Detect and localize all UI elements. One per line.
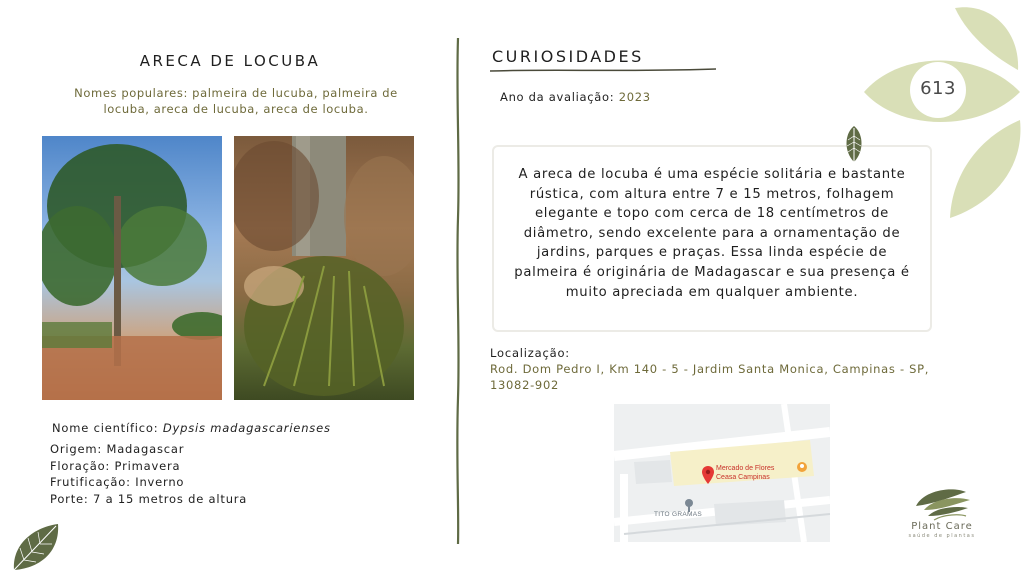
map-place-label[interactable]: [716, 465, 774, 482]
map-poi-label[interactable]: TITO GRAMAS: [654, 511, 702, 518]
scientific-name-line: [52, 421, 331, 435]
brand-name: Plant Care: [911, 521, 973, 532]
description-text: A areca de locuba é uma espécie solitária e bastante rústica, com altura entre 7 e 15 metros, folhagem elegante e topo com cerca de 18 centímetros de diâmetro, sendo excelente para a ornamentação de jardins, parques e praças. Essa linda espécie de palmeira é originária de Madagascar e sua presença é muito apreciada em qualquer ambiente.: [514, 167, 910, 300]
location-label: Localização:: [490, 346, 570, 360]
photo-palm-tree: [42, 136, 222, 400]
column-divider: [455, 38, 461, 544]
year-label: Ano da avaliação:: [500, 90, 619, 104]
year-value: 2023: [618, 90, 651, 104]
evaluation-year: [500, 90, 651, 104]
location-address: Rod. Dom Pedro I, Km 140 - 5 - Jardim Santa Monica, Campinas - SP, 13082-902: [490, 362, 930, 392]
photo-palm-trunk: [234, 136, 414, 400]
curiosities-title: CURIOSIDADES: [492, 47, 644, 66]
map-place-line1: Mercado de Flores: [716, 465, 775, 472]
scientific-name: Dypsis madagascarienses: [162, 421, 331, 435]
fact-size: Porte: 7 a 15 metros de altura: [50, 491, 248, 506]
fact-origin: Origem: Madagascar: [50, 442, 185, 456]
fact-flowering: Floração: Primavera: [50, 458, 181, 473]
map-pin-icon[interactable]: [702, 466, 714, 484]
leaf-icon: [842, 126, 866, 166]
plant-facts: [50, 441, 247, 507]
fact-fruiting: Frutificação: Inverno: [50, 475, 185, 489]
popular-names: Nomes populares: palmeira de lucuba, palmeira de locuba, areca de lucuba, areca de locuba.: [74, 86, 398, 116]
corner-leaf-icon: [10, 522, 62, 572]
title-underline: [490, 66, 716, 74]
scientific-label: Nome científico:: [52, 421, 163, 435]
brand-tagline: saúde de plantas: [908, 533, 976, 539]
plant-title: ARECA DE LOCUBA: [139, 52, 321, 70]
location-map[interactable]: [614, 404, 830, 542]
decorative-leaves: [860, 0, 1024, 230]
page-number-badge: 613: [920, 78, 956, 99]
map-place-line2: Ceasa Campinas: [716, 473, 770, 481]
